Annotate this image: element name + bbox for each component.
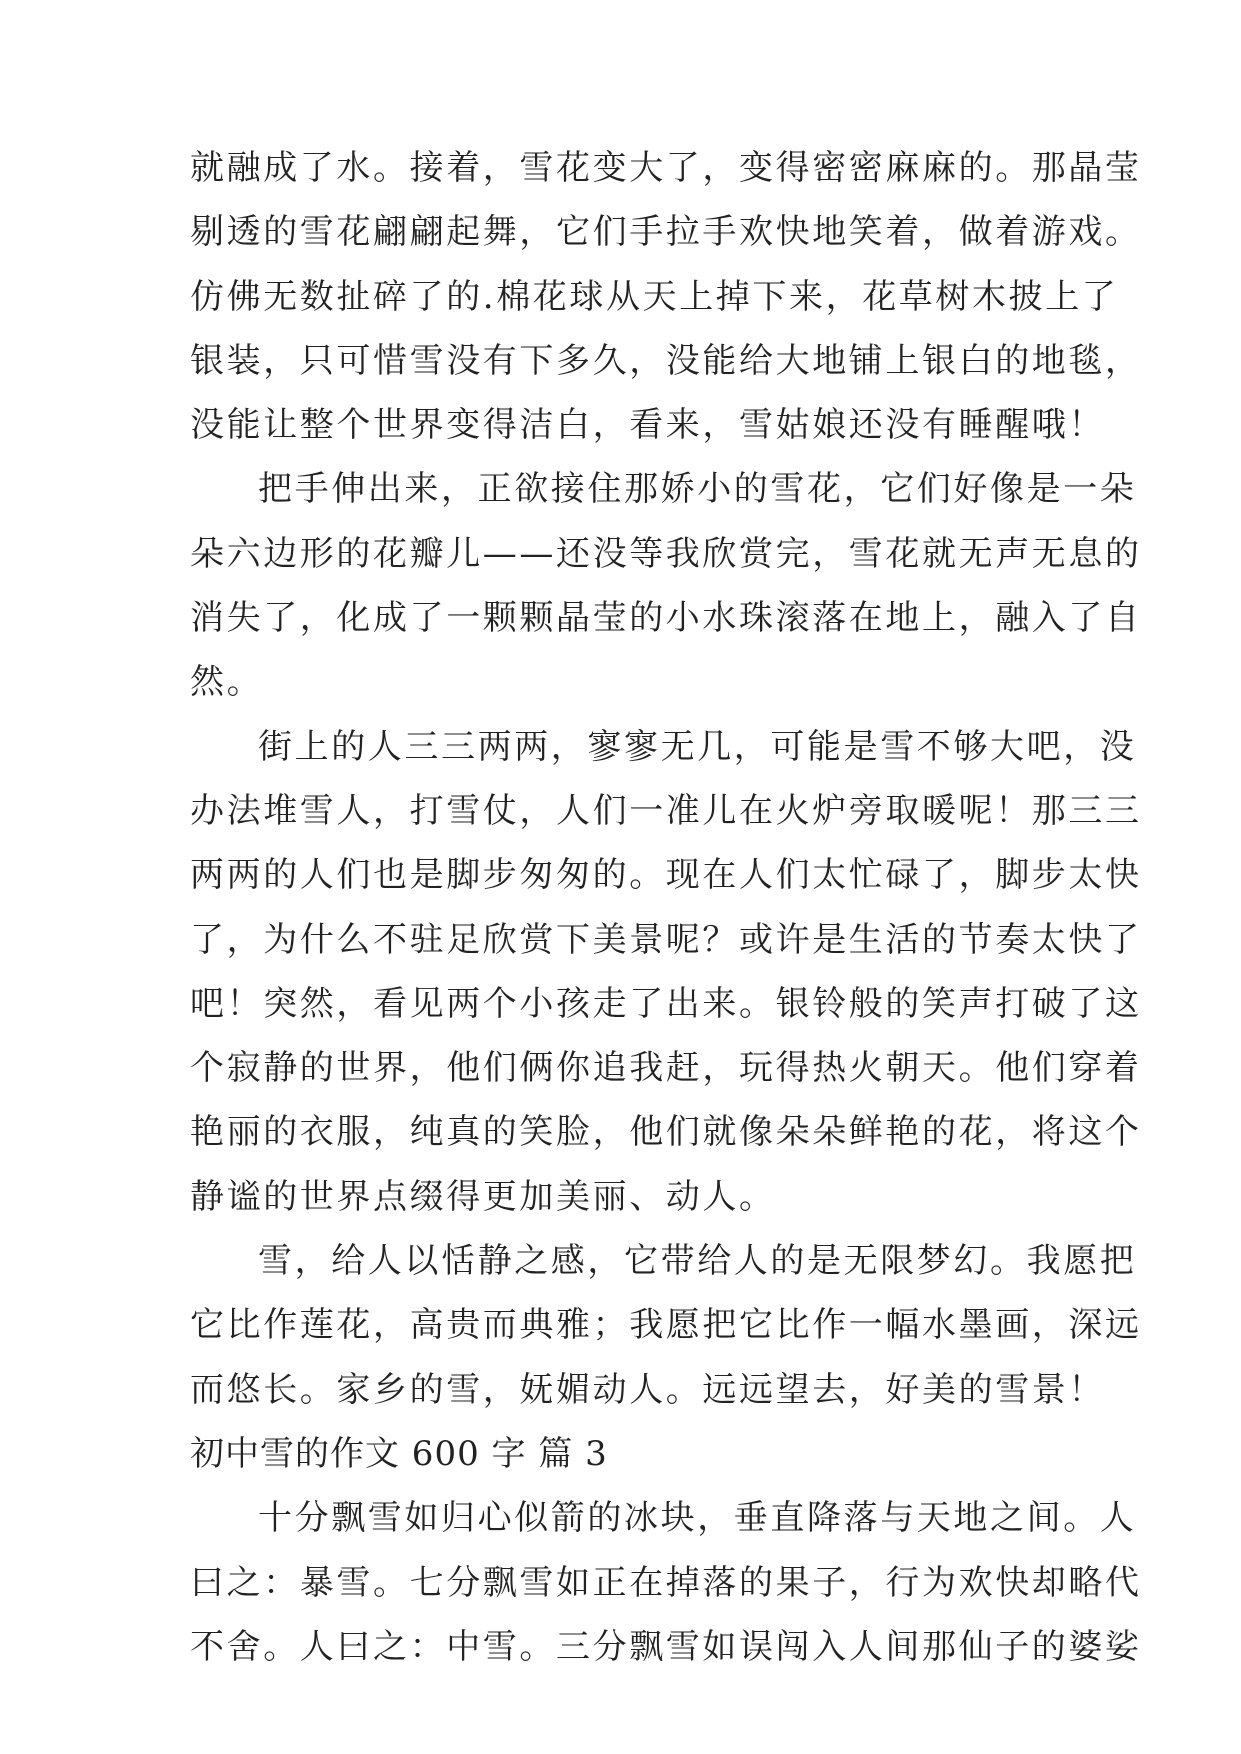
text-line: 两两的人们也是脚步匆匆的。现在人们太忙碌了，脚步太快 — [190, 855, 1142, 896]
text-line: 银装，只可惜雪没有下多久，没能给大地铺上银白的地毯， — [190, 340, 1142, 381]
text-line: 静谧的世界点缀得更加美丽、动人。 — [190, 1176, 776, 1217]
text-line: 雪，给人以恬静之感，它带给人的是无限梦幻。我愿把 — [258, 1241, 1137, 1282]
text-line: 把手伸出来，正欲接住那娇小的雪花，它们好像是一朵 — [258, 469, 1137, 510]
text-line: 不舍。人曰之：中雪。三分飘雪如误闯入人间那仙子的婆娑 — [190, 1626, 1142, 1667]
text-line: 办法堆雪人，打雪仗，人们一准儿在火炉旁取暖呢！那三三 — [190, 790, 1142, 831]
article-body — [190, 136, 1142, 1679]
text-line: 就融成了水。接着，雪花变大了，变得密密麻麻的。那晶莹 — [190, 148, 1142, 188]
text-line: 十分飘雪如归心似箭的冰块，垂直降落与天地之间。人 — [258, 1498, 1137, 1539]
text-line: 剔透的雪花翩翩起舞，它们手拉手欢快地笑着，做着游戏。 — [190, 212, 1142, 253]
text-line: 没能让整个世界变得洁白，看来，雪姑娘还没有睡醒哦！ — [190, 405, 1105, 446]
section-heading: 初中雪的作文 600 字 篇 3 — [190, 1433, 608, 1474]
text-line: 吧！突然，看见两个小孩走了出来。银铃般的笑声打破了这 — [190, 983, 1142, 1024]
text-line: 仿佛无数扯碎了的.棉花球从天上掉下来，花草树木披上了 — [190, 276, 1119, 317]
text-line: 曰之：暴雪。七分飘雪如正在掉落的果子，行为欢快却略代 — [190, 1562, 1142, 1603]
text-line: 消失了，化成了一颗颗晶莹的小水珠滚落在地上，融入了自 — [190, 598, 1142, 639]
text-line: 街上的人三三两两，寥寥无几，可能是雪不够大吧，没 — [258, 726, 1137, 767]
text-line: 个寂静的世界，他们俩你追我赶，玩得热火朝天。他们穿着 — [190, 1048, 1142, 1089]
text-line: 朵六边形的花瓣儿——还没等我欣赏完，雪花就无声无息的 — [190, 533, 1142, 574]
text-line: 而悠长。家乡的雪，妩媚动人。远远望去，好美的雪景！ — [190, 1369, 1105, 1410]
text-line: 它比作莲花，高贵而典雅；我愿把它比作一幅水墨画，深远 — [190, 1305, 1142, 1346]
text-line: 然。 — [190, 662, 264, 703]
text-line: 艳丽的衣服，纯真的笑脸，他们就像朵朵鲜艳的花，将这个 — [190, 1112, 1142, 1153]
text-line: 了，为什么不驻足欣赏下美景呢？或许是生活的节奏太快了 — [190, 919, 1142, 960]
